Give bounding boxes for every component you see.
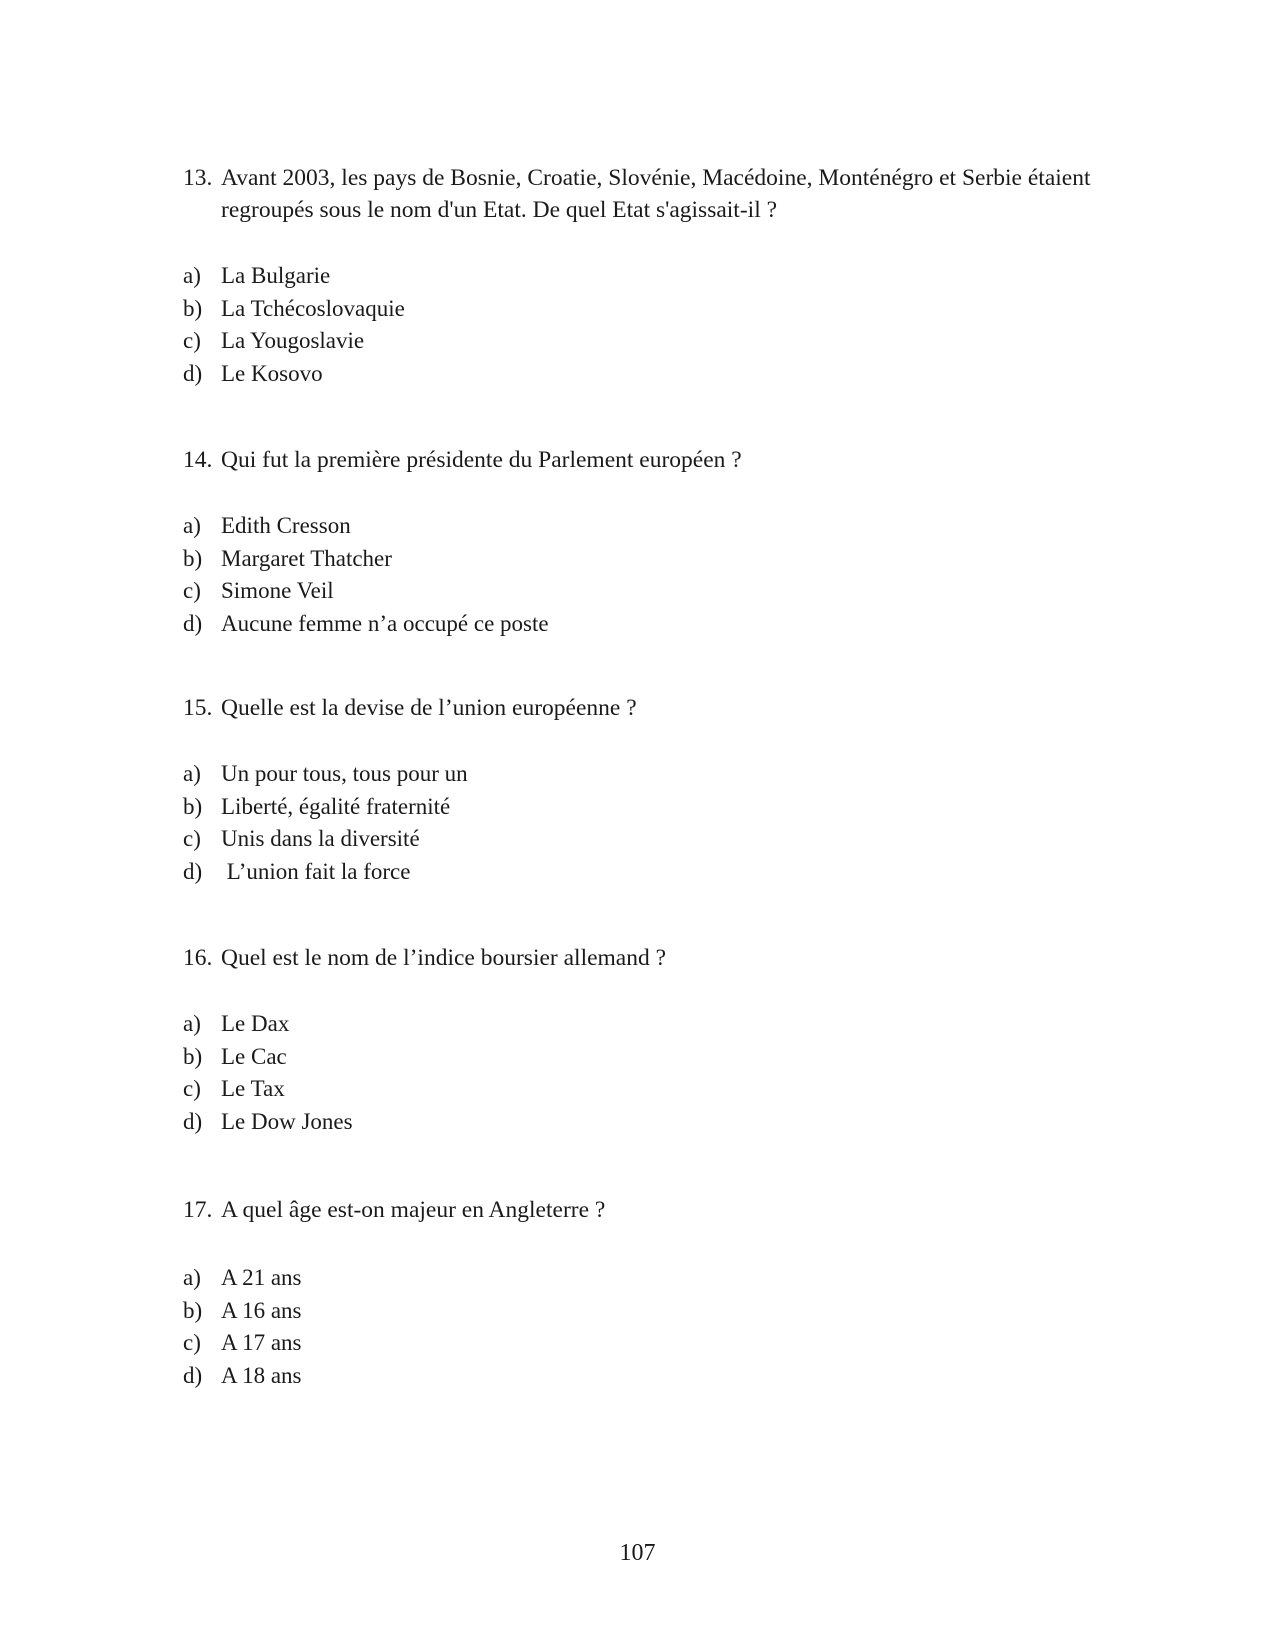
question-number: 15.: [183, 695, 213, 721]
option-letter: c): [183, 826, 201, 851]
option-letter: b): [183, 1043, 203, 1069]
question-number: 17.: [183, 1197, 213, 1223]
option-text: Aucune femme n’a occupé ce poste: [221, 610, 549, 636]
question-text: Avant 2003, les pays de Bosnie, Croatie, Slovénie, Macédoine, Monténégro et Serbie étaient: [221, 165, 1091, 191]
option-letter: d): [183, 360, 203, 386]
question-line: [183, 692, 1163, 724]
option-letter: c): [183, 578, 201, 603]
answer-options: [183, 510, 1163, 640]
option-c: [183, 1327, 1163, 1360]
option-letter: c): [183, 328, 201, 353]
question-17: [183, 1194, 1163, 1392]
option-b: [183, 543, 1163, 576]
option-letter: c): [183, 1076, 201, 1101]
option-d: [183, 608, 1163, 641]
option-letter: a): [183, 1011, 201, 1036]
question-number: 13.: [183, 165, 213, 191]
answer-options: [183, 260, 1163, 390]
option-text: Unis dans la diversité: [221, 826, 420, 851]
option-letter: d): [183, 1362, 203, 1388]
question-line: [183, 444, 1163, 476]
answer-options: [183, 1262, 1163, 1392]
option-text: Le Kosovo: [221, 360, 323, 386]
option-letter: b): [183, 295, 203, 321]
option-b: [183, 1295, 1163, 1328]
page-number: 107: [619, 1540, 656, 1566]
question-16: [183, 942, 1163, 1138]
option-letter: a): [183, 761, 201, 786]
option-text: Le Cac: [221, 1043, 287, 1069]
option-letter: a): [183, 513, 201, 538]
option-a: [183, 1262, 1163, 1295]
option-d: [183, 358, 1163, 391]
option-text: La Tchécoslovaquie: [221, 295, 405, 321]
option-d: [183, 1360, 1163, 1393]
option-b: [183, 293, 1163, 326]
option-c: [183, 575, 1163, 608]
question-number: 14.: [183, 447, 213, 473]
option-text: Le Dow Jones: [221, 1108, 353, 1134]
option-a: [183, 758, 1163, 791]
option-text: Margaret Thatcher: [221, 545, 392, 571]
question-text: Quel est le nom de l’indice boursier allemand ?: [221, 945, 667, 971]
question-line: [183, 162, 1163, 194]
option-text: Edith Cresson: [221, 513, 351, 538]
option-d: [183, 1106, 1163, 1139]
option-text: Le Tax: [221, 1076, 285, 1101]
question-text: A quel âge est-on majeur en Angleterre ?: [221, 1197, 606, 1223]
question-13: [183, 162, 1163, 390]
option-text: La Bulgarie: [221, 263, 331, 288]
option-text: Liberté, égalité fraternité: [221, 793, 451, 819]
option-letter: a): [183, 1265, 201, 1290]
option-d: [183, 856, 1163, 889]
option-c: [183, 823, 1163, 856]
option-letter: b): [183, 545, 203, 571]
option-letter: d): [183, 610, 203, 636]
option-text: La Yougoslavie: [221, 328, 365, 353]
option-text: A 17 ans: [221, 1330, 302, 1355]
question-line: [183, 194, 1163, 226]
question-text: Qui fut la première présidente du Parlement européen ?: [221, 447, 742, 473]
option-letter: b): [183, 1297, 203, 1323]
option-c: [183, 325, 1163, 358]
option-text: Simone Veil: [221, 578, 334, 603]
option-a: [183, 260, 1163, 293]
option-text: A 16 ans: [221, 1297, 302, 1323]
question-text: Quelle est la devise de l’union européenne ?: [221, 695, 637, 721]
option-a: [183, 1008, 1163, 1041]
question-14: [183, 444, 1163, 640]
option-b: [183, 791, 1163, 824]
answer-options: [183, 758, 1163, 888]
option-letter: c): [183, 1330, 201, 1355]
option-text: A 18 ans: [221, 1362, 302, 1388]
option-a: [183, 510, 1163, 543]
option-letter: b): [183, 793, 203, 819]
question-line: [183, 1194, 1163, 1226]
option-text: Un pour tous, tous pour un: [221, 761, 468, 786]
option-letter: a): [183, 263, 201, 288]
option-text: L’union fait la force: [221, 858, 411, 884]
option-text: Le Dax: [221, 1011, 290, 1036]
question-line: [183, 942, 1163, 974]
question-number: 16.: [183, 945, 213, 971]
option-b: [183, 1041, 1163, 1074]
answer-options: [183, 1008, 1163, 1138]
question-text-continued: regroupés sous le nom d'un Etat. De quel Etat s'agissait-il ?: [221, 197, 778, 223]
question-15: [183, 692, 1163, 888]
option-text: A 21 ans: [221, 1265, 302, 1290]
option-c: [183, 1073, 1163, 1106]
option-letter: d): [183, 858, 203, 884]
option-letter: d): [183, 1108, 203, 1134]
